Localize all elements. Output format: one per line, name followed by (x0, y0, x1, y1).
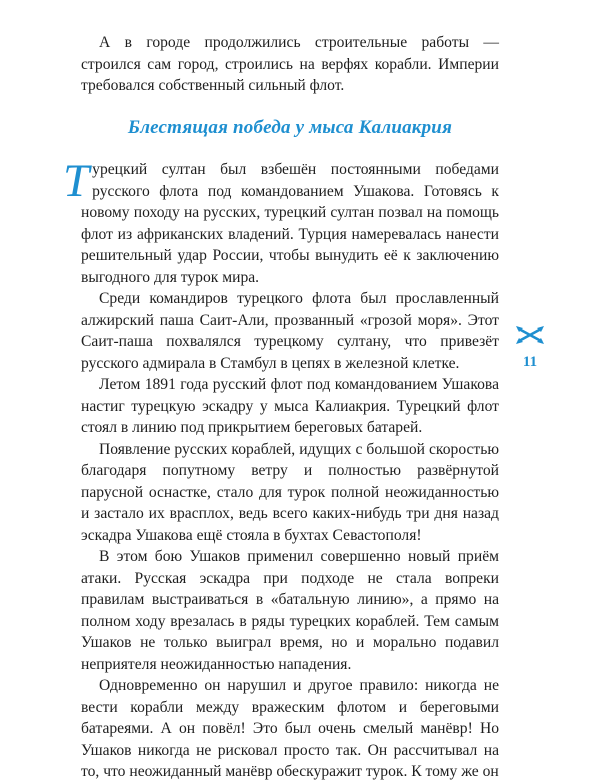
first-paragraph-text: урецкий султан был взбешён постоянными победами русского флота под командованием Ушакова. Готовясь к новому походу на русских, турецкий султан позвал на помощь флот из африканских владений. Турция намеревалась нанести решительный удар России, чтобы вынудить её к заключению выгодного для турок мира. (81, 161, 499, 286)
page-number: 11 (522, 354, 538, 370)
paragraph: Одновременно он нарушил и другое правило: никогда не вести корабли между вражеским флотом и береговыми батареями. А он повёл! Это был очень смелый манёвр! Но Ушаков никогда не рисковал просто так. Он рассчитывал на то, что неожиданный манёвр обескуражит турок. К тому же он (81, 677, 499, 780)
paragraph: Появление русских кораблей, идущих с большой скоростью благодаря попутному ветру и полностью развёрнутой парусной оснастке, стало для турок полной неожиданностью и застало их врасплох, ведь всего каких-нибудь три дня назад эскадра Ушакова ещё стояла в бухтах Севастополя! (81, 440, 499, 544)
drop-cap: Т (63, 155, 90, 207)
first-paragraph (63, 155, 499, 288)
page-marker (513, 325, 547, 371)
paragraph: Летом 1891 года русский флот под командованием Ушакова настиг турецкую эскадру у мыса Калиакрия. Турецкий флот стоял в линию под прикрытием береговых батарей. (81, 376, 499, 436)
intro-block (81, 32, 499, 97)
paragraph: Среди командиров турецкого флота был прославленный алжирский паша Саит-Али, прозванный «грозой моря». Этот Саит-паша похвалялся турецкому султану, что привезёт русского адмирала в Стамбул в цепях в железной клетке. (81, 290, 499, 372)
crossed-anchors-icon (515, 325, 545, 345)
chapter-body (63, 155, 499, 783)
chapter-heading: Блестящая победа у мыса Калиакрия (127, 117, 453, 138)
paragraph: В этом бою Ушаков применил совершенно новый приём атаки. Русская эскадра при подходе не стала вопреки правилам выстраиваться в «батальную линию», а прямо на полном ходу врезалась в ряды турецких кораблей. Тем самым Ушаков не только выиграл время, но и морально подавил неприятеля неожиданностью нападения. (81, 548, 499, 673)
intro-paragraph: А в городе продолжились строительные работы — строился сам город, строились на верфях корабли. Империи требовался собственный сильный флот. (81, 34, 499, 94)
